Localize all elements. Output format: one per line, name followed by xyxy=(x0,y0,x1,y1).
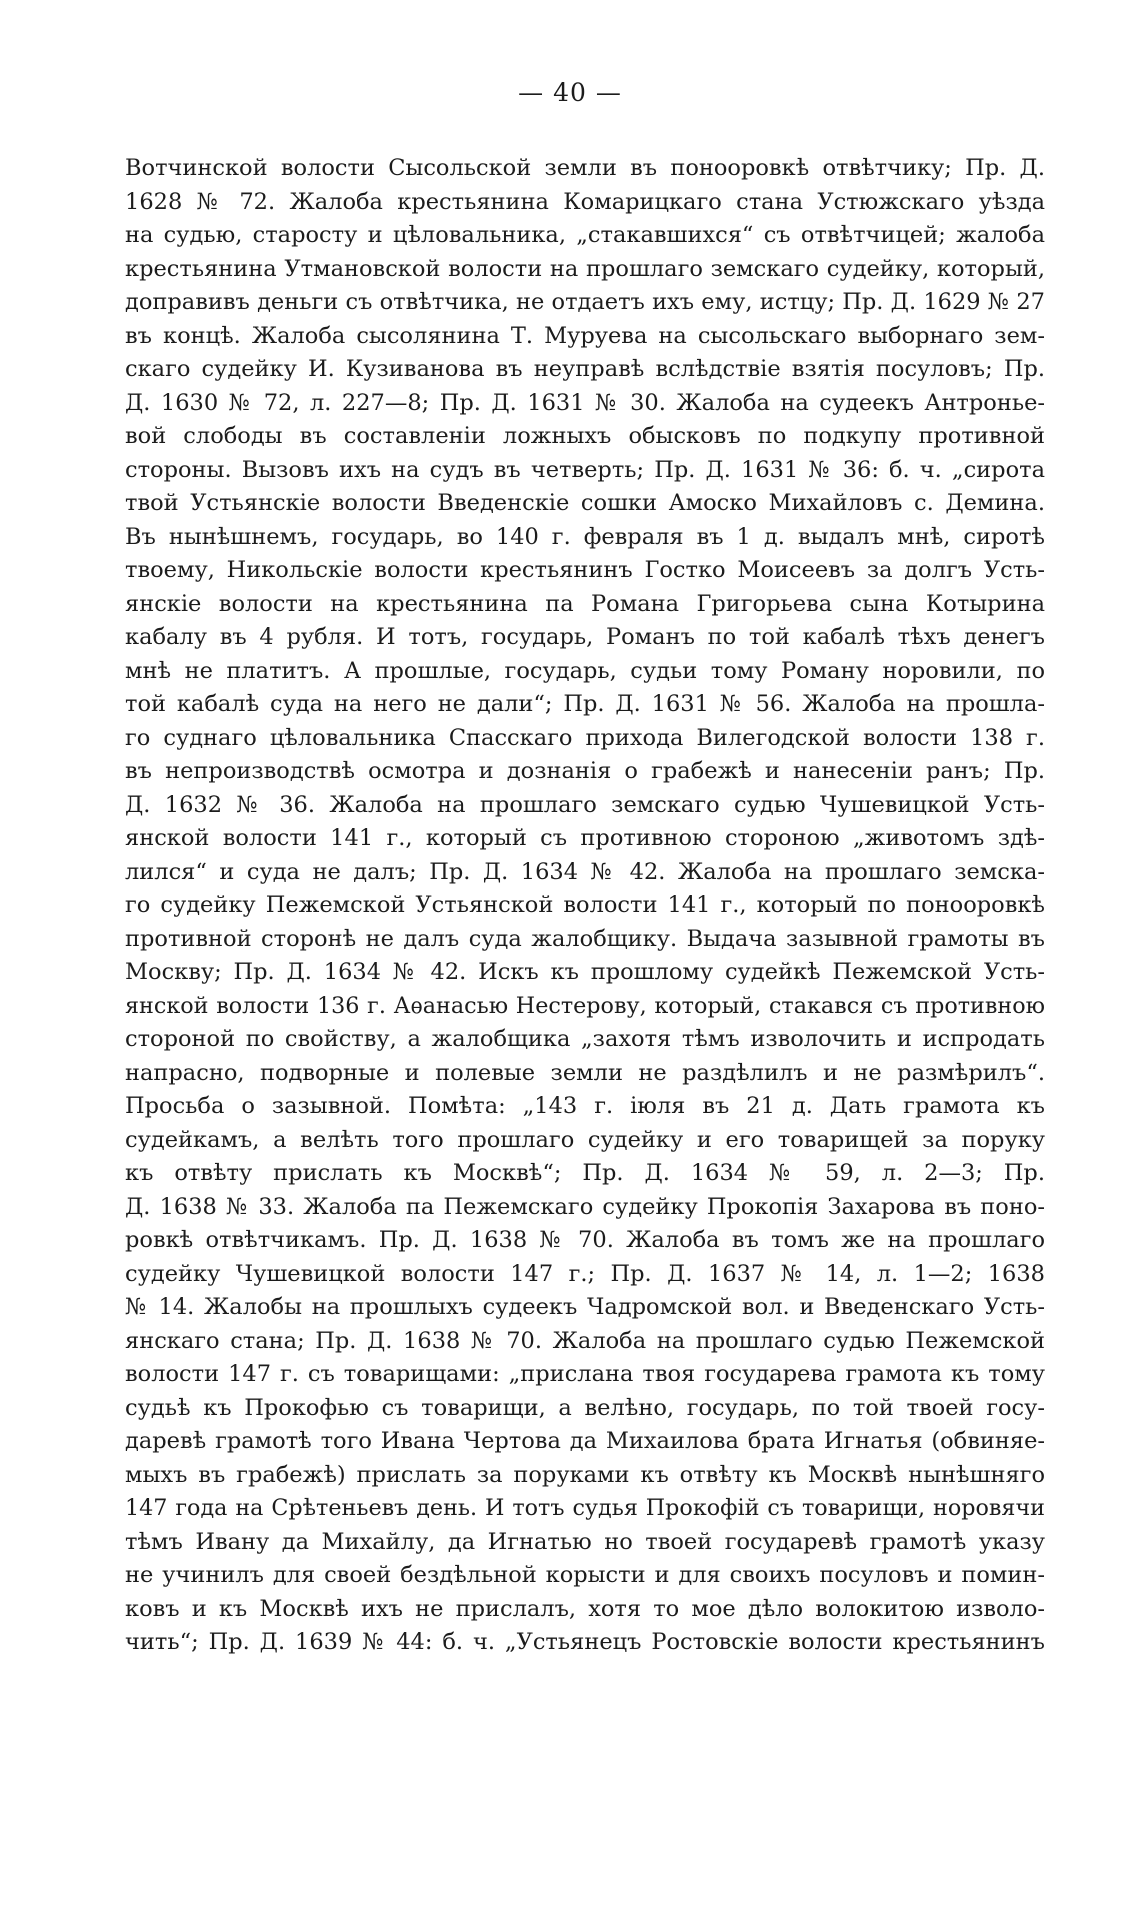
text-line: кабалу въ 4 рубля. И тотъ, государь, Романъ по той кабалѣ тѣхъ денегъ xyxy=(125,624,1045,650)
page-number: — 40 — xyxy=(518,78,622,107)
text-line: 1628 № 72. Жалоба крестьянина Комарицкаго стана Устюжскаго уѣзда xyxy=(125,188,1045,215)
text-line: судьѣ къ Прокофью съ товарищи, а велѣно, государь, по той твоей госу- xyxy=(125,1394,1045,1421)
text-line: ровкѣ отвѣтчикамъ. Пр. Д. 1638 № 70. Жалоба въ томъ же на прошлаго xyxy=(125,1227,1045,1253)
text-line: не учинилъ для своей бездѣльной корысти и для своихъ посуловъ и помин- xyxy=(125,1562,1045,1588)
text-line: въ концѣ. Жалоба сысолянина Т. Муруева на сысольскаго выборнаго зем- xyxy=(125,322,1045,349)
text-line: лился“ и суда не далъ; Пр. Д. 1634 № 42. Жалоба на прошлаго земска- xyxy=(125,858,1045,885)
text-line: ковъ и къ Москвѣ ихъ не прислалъ, хотя то мое дѣло волокитою изволо- xyxy=(125,1595,1045,1622)
text-line: янскіе волости на крестьянина па Романа Григорьева сына Котырина xyxy=(125,590,1045,617)
text-line: крестьянина Утмановской волости на прошлаго земскаго судейку, который, xyxy=(125,255,1045,282)
text-line: Въ нынѣшнемъ, государь, во 140 г. февраля въ 1 д. выдалъ мнѣ, сиротѣ xyxy=(125,523,1045,550)
text-line: противной сторонѣ не далъ суда жалобщику. Выдача зазывной грамоты въ xyxy=(125,925,1045,952)
text-line: № 14. Жалобы на прошлыхъ судеекъ Чадромской вол. и Введенскаго Усть- xyxy=(125,1294,1045,1320)
text-line: Москву; Пр. Д. 1634 № 42. Искъ къ прошлому судейкѣ Пежемской Усть- xyxy=(125,959,1045,985)
text-line: тѣмъ Ивану да Михайлу, да Игнатью но твоей государевѣ грамотѣ указу xyxy=(125,1528,1045,1555)
body-text xyxy=(125,152,1045,1660)
text-line: янской волости 136 г. Аѳанасью Нестерову, который, стакався съ противною xyxy=(125,992,1045,1019)
text-line: даревѣ грамотѣ того Ивана Чертова да Михаилова брата Игнатья (обвиняе- xyxy=(125,1428,1045,1454)
text-line: судейкамъ, а велѣть того прошлаго судейку и его товарищей за поруку xyxy=(125,1126,1045,1153)
text-line: янской волости 141 г., который съ противною стороною „животомъ здѣ- xyxy=(125,825,1045,851)
text-line: 147 года на Срѣтеньевъ день. И тотъ судья Прокофій съ товарищи, норовячи xyxy=(125,1495,1045,1521)
text-line: Просьба о зазывной. Помѣта: „143 г. іюля въ 21 д. Дать грамота къ xyxy=(125,1093,1045,1119)
text-line: стороны. Вызовъ ихъ на судъ въ четверть; Пр. Д. 1631 № 36: б. ч. „сирота xyxy=(125,456,1045,483)
text-line: Д. 1632 № 36. Жалоба на прошлаго земскаго судью Чушевицкой Усть- xyxy=(125,791,1045,818)
text-line: го судейку Пежемской Устьянской волости 141 г., который по понооровкѣ xyxy=(125,892,1045,918)
text-line: Д. 1638 № 33. Жалоба па Пежемскаго судейку Прокопія Захарова въ поно- xyxy=(125,1193,1045,1220)
text-line: напрасно, подворные и полевые земли не раздѣлилъ и не размѣрилъ“. xyxy=(125,1059,1045,1086)
text-line: той кабалѣ суда на него не дали“; Пр. Д. 1631 № 56. Жалоба на прошла- xyxy=(125,691,1045,717)
text-line: твоему, Никольскіе волости крестьянинъ Гостко Моисеевъ за долгъ Усть- xyxy=(125,557,1045,583)
text-line: скаго судейку И. Кузиванова въ неуправѣ вслѣдствіе взятія посуловъ; Пр. xyxy=(125,356,1045,382)
text-line: доправивъ деньги съ отвѣтчика, не отдаетъ ихъ ему, истцу; Пр. Д. 1629 № 27 xyxy=(125,289,1045,315)
text-line: стороной по свойству, а жалобщика „захотя тѣмъ изволочить и испродать xyxy=(125,1026,1045,1052)
text-line: Д. 1630 № 72, л. 227—8; Пр. Д. 1631 № 30. Жалоба на судеекъ Антронье- xyxy=(125,389,1045,416)
text-line: на судью, старосту и цѣловальника, „стакавшихся“ съ отвѣтчицей; жалоба xyxy=(125,222,1045,248)
text-line: волости 147 г. съ товарищами: „прислана твоя государева грамота къ тому xyxy=(125,1361,1045,1387)
text-line: въ непроизводствѣ осмотра и дознанія о грабежѣ и нанесеніи ранъ; Пр. xyxy=(125,758,1045,784)
text-line: судейку Чушевицкой волости 147 г.; Пр. Д. 1637 № 14, л. 1—2; 1638 xyxy=(125,1260,1045,1287)
text-line: янскаго стана; Пр. Д. 1638 № 70. Жалоба на прошлаго судью Пежемской xyxy=(125,1327,1045,1354)
text-line: къ отвѣту прислать къ Москвѣ“; Пр. Д. 1634 № 59, л. 2—3; Пр. xyxy=(125,1160,1045,1186)
text-line: вой слободы въ составленіи ложныхъ обысковъ по подкупу противной xyxy=(125,423,1045,449)
text-line: мнѣ не платитъ. А прошлые, государь, судьи тому Роману норовили, по xyxy=(125,657,1045,684)
text-line: го суднаго цѣловальника Спасскаго прихода Вилегодской волости 138 г. xyxy=(125,724,1045,751)
text-line: чить“; Пр. Д. 1639 № 44: б. ч. „Устьянецъ Ростовскіе волости крестьянинъ xyxy=(125,1629,1045,1655)
text-line: Вотчинской волости Сысольской земли въ понооровкѣ отвѣтчику; Пр. Д. xyxy=(125,155,1045,181)
text-line: мыхъ въ грабежѣ) прислать за поруками къ отвѣту къ Москвѣ нынѣшняго xyxy=(125,1461,1045,1488)
text-line: твой Устьянскіе волости Введенскіе сошки Амоско Михайловъ с. Демина. xyxy=(125,490,1045,516)
